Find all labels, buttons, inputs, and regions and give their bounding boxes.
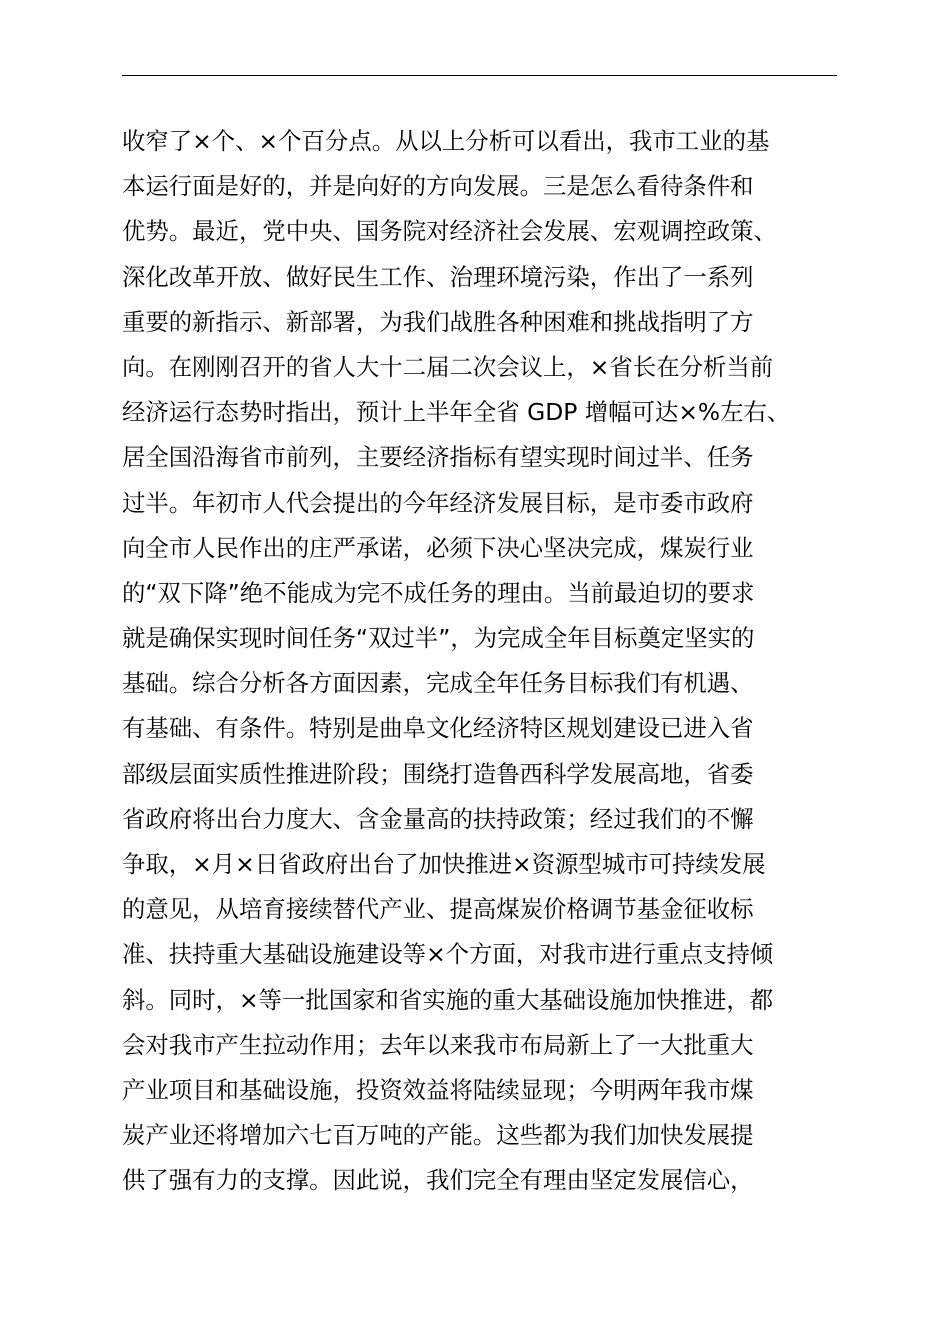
text-line: 居全国沿海省市前列，主要经济指标有望实现时间过半、任务 [122, 443, 754, 472]
text-line: 产业项目和基础设施，投资效益将陆续显现；今明两年我市煤 [122, 1075, 754, 1104]
text-line: 经济运行态势时指出，预计上半年全省 GDP 增幅可达×%左右、 [122, 398, 791, 427]
text-line: 深化改革开放、做好民生工作、治理环境污染，作出了一系列 [122, 262, 754, 291]
text-line: 本运行面是好的，并是向好的方向发展。三是怎么看待条件和 [122, 172, 754, 201]
text-line: 优势。最近，党中央、国务院对经济社会发展、宏观调控政策、 [122, 217, 777, 246]
text-line: 供了强有力的支撑。因此说，我们完全有理由坚定发展信心， [122, 1166, 754, 1195]
text-line: 重要的新指示、新部署，为我们战胜各种困难和挑战指明了方 [122, 307, 754, 336]
body-paragraph [122, 119, 842, 1204]
text-line: 向。在刚刚召开的省人大十二届二次会议上，×省长在分析当前 [122, 352, 774, 381]
text-line: 基础。综合分析各方面因素，完成全年任务目标我们有机遇、 [122, 669, 754, 698]
text-line: 就是确保实现时间任务“双过半”，为完成全年目标奠定坚实的 [122, 624, 755, 653]
text-line: 斜。同时，×等一批国家和省实施的重大基础设施加快推进，都 [122, 985, 774, 1014]
text-line: 准、扶持重大基础设施建设等×个方面，对我市进行重点支持倾 [122, 940, 774, 969]
text-line: 的意见，从培育接续替代产业、提高煤炭价格调节基金征收标 [122, 895, 754, 924]
text-line: 的“双下降”绝不能成为完不成任务的理由。当前最迫切的要求 [122, 578, 755, 607]
text-line: 有基础、有条件。特别是曲阜文化经济特区规划建设已进入省 [122, 714, 754, 743]
text-line: 部级层面实质性推进阶段；围绕打造鲁西科学发展高地，省委 [122, 759, 754, 788]
text-line: 向全市人民作出的庄严承诺，必须下决心坚决完成，煤炭行业 [122, 533, 754, 562]
header-rule [122, 75, 837, 76]
text-line: 收窄了×个、×个百分点。从以上分析可以看出，我市工业的基 [122, 127, 770, 155]
text-line: 省政府将出台力度大、含金量高的扶持政策；经过我们的不懈 [122, 804, 754, 833]
text-line: 炭产业还将增加六七百万吨的产能。这些都为我们加快发展提 [122, 1121, 754, 1150]
text-line: 争取，×月×日省政府出台了加快推进×资源型城市可持续发展 [122, 850, 766, 878]
text-line: 会对我市产生拉动作用；去年以来我市布局新上了一大批重大 [122, 1030, 754, 1059]
text-line: 过半。年初市人代会提出的今年经济发展目标，是市委市政府 [122, 488, 754, 517]
